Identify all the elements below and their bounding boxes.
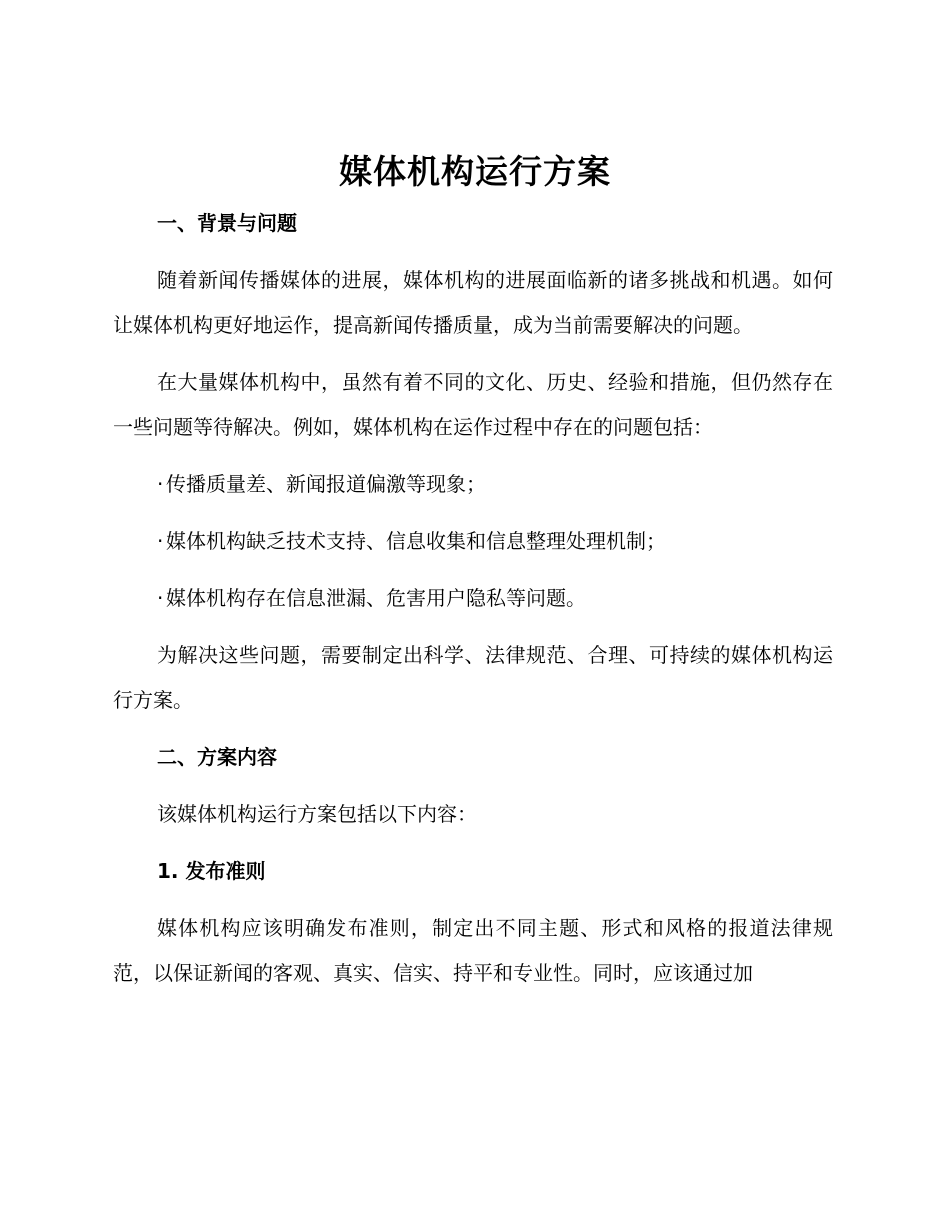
- paragraph-problems: 在大量媒体机构中，虽然有着不同的文化、历史、经验和措施，但仍然存在一些问题等待解决。例如，媒体机构在运作过程中存在的问题包括：: [113, 370, 833, 439]
- bullet-marker: ·: [157, 529, 164, 553]
- subsection-heading-publishing: 1. 发布准则: [157, 859, 266, 883]
- list-item-text: 媒体机构缺乏技术支持、信息收集和信息整理处理机制；: [166, 529, 666, 553]
- document-body: [113, 201, 833, 1008]
- list-item: [113, 462, 833, 507]
- bullet-marker: ·: [157, 472, 164, 496]
- bullet-marker: ·: [157, 586, 164, 610]
- paragraph-solution: 为解决这些问题，需要制定出科学、法律规范、合理、可持续的媒体机构运行方案。: [113, 643, 833, 712]
- list-item: [113, 576, 833, 621]
- paragraph-publishing: 媒体机构应该明确发布准则，制定出不同主题、形式和风格的报道法律规范，以保证新闻的客观、真实、信实、持平和专业性。同时，应该通过加: [113, 916, 833, 985]
- list-item-text: 传播质量差、新闻报道偏激等现象；: [166, 472, 486, 496]
- list-item-text: 媒体机构存在信息泄漏、危害用户隐私等问题。: [166, 586, 586, 610]
- section-heading-plan: 二、方案内容: [157, 745, 277, 769]
- section-heading-background: 一、背景与问题: [157, 211, 297, 235]
- paragraph-plan-intro: 该媒体机构运行方案包括以下内容：: [157, 802, 477, 826]
- paragraph-intro: 随着新闻传播媒体的进展，媒体机构的进展面临新的诸多挑战和机遇。如何让媒体机构更好地运作，提高新闻传播质量，成为当前需要解决的问题。: [113, 268, 833, 337]
- list-item: [113, 519, 833, 564]
- document-title: 媒体机构运行方案: [339, 152, 611, 191]
